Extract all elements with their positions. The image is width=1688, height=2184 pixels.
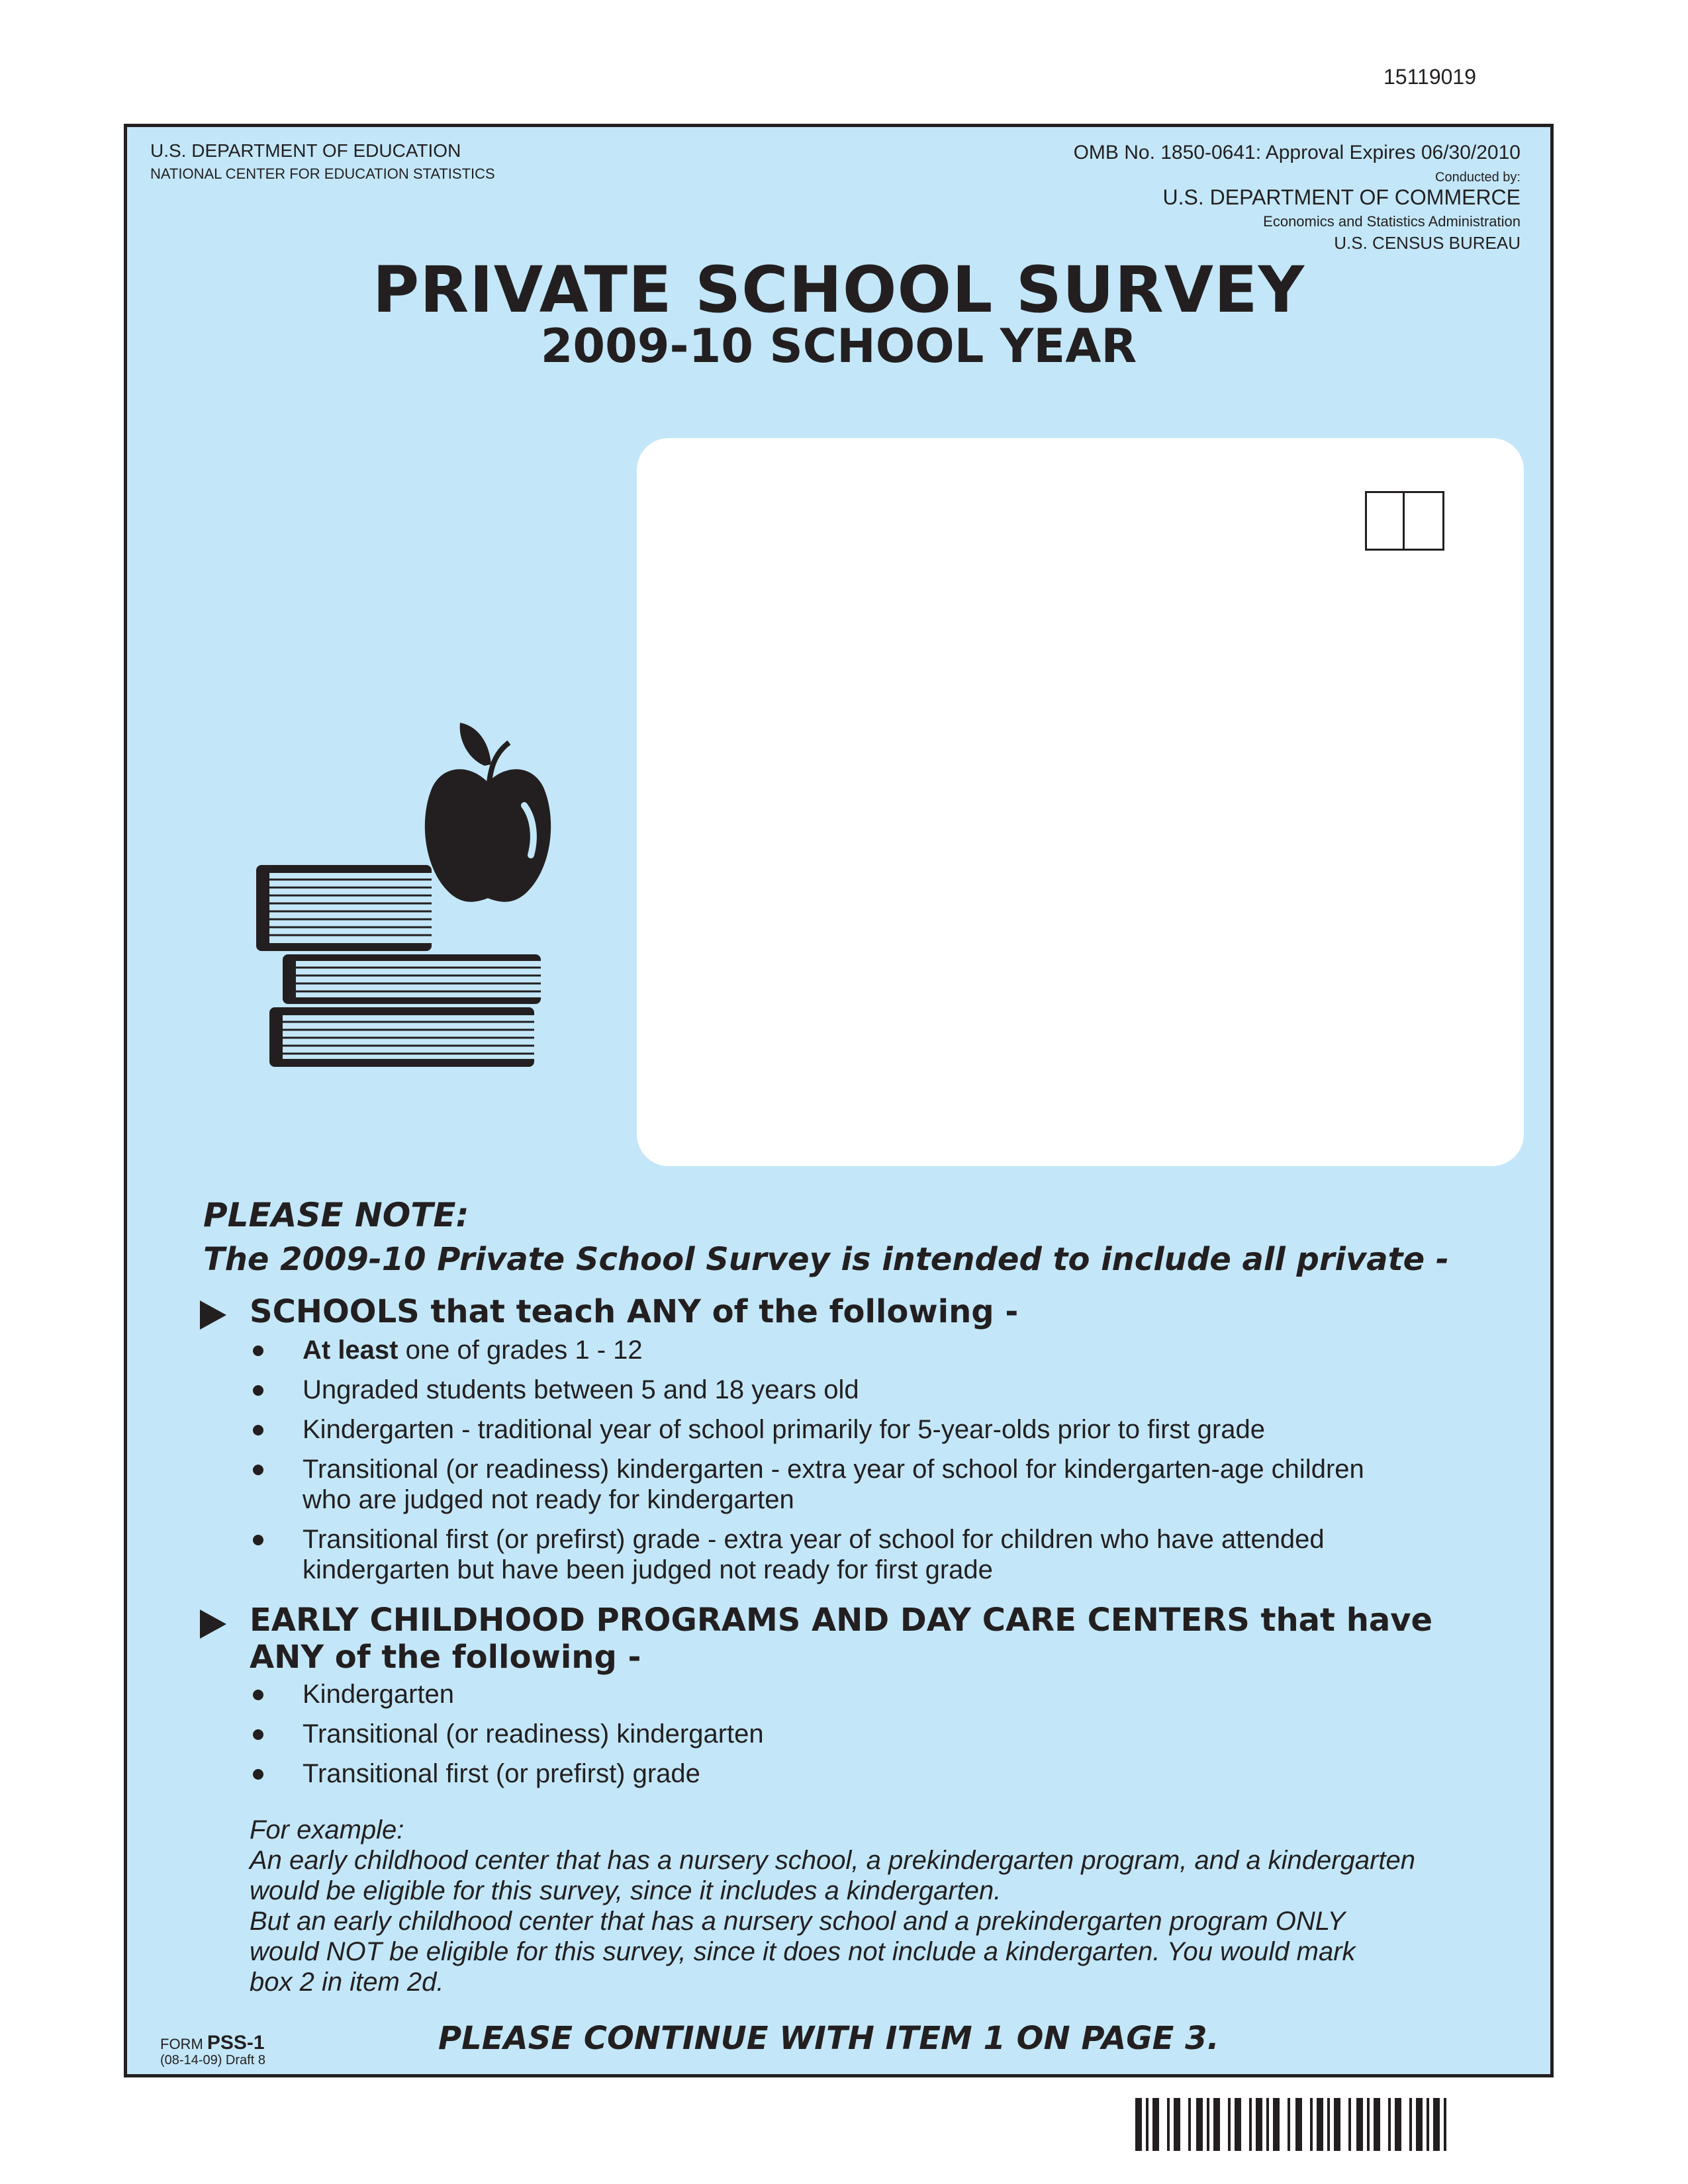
office-use-boxes[interactable] [1365,491,1444,551]
example-line: would NOT be eligible for this survey, since it does not include a kindergarten. You would mark [250,1937,1356,1966]
form-revision: (08-14-09) Draft 8 [160,2053,265,2068]
example-line: An early childhood center that has a nursery school, a prekindergarten program, and a kindergarten [250,1846,1416,1875]
barcode-icon [1135,2098,1446,2151]
list-item-line: who are judged not ready for kindergarten [303,1485,794,1514]
office-use-box[interactable] [1405,491,1444,551]
page-title: PRIVATE SCHOOL SURVEY [372,253,1305,327]
office-use-box[interactable] [1365,491,1405,551]
list-item: Kindergarten [253,1679,764,1709]
list-item [253,1524,1364,1585]
form-code: PSS-1 [207,2032,265,2054]
list-item [253,1454,1364,1515]
example-line: would be eligible for this survey, since it includes a kindergarten. [250,1876,1002,1905]
list-item-emphasis: At least [303,1336,399,1365]
form-number [160,2032,265,2054]
esa-name: Economics and Statistics Administration [1263,213,1521,230]
early-childhood-list [253,1679,764,1789]
document-id: 15119019 [1383,65,1476,89]
omb-approval: OMB No. 1850-0641: Approval Expires 06/30/2010 [1073,142,1521,163]
example-line: For example: [250,1815,404,1844]
commerce-department: U.S. DEPARTMENT OF COMMERCE [1162,185,1521,209]
heading-line: ANY of the following - [250,1639,641,1676]
list-item [253,1335,1364,1365]
list-item-text: one of grades 1 - 12 [398,1336,643,1365]
example-text [250,1815,1540,1997]
form-prefix: FORM [160,2036,203,2052]
page-subtitle: 2009-10 SCHOOL YEAR [540,319,1137,373]
note-text: The 2009-10 Private School Survey is intended to include all private - [203,1241,1449,1278]
list-item: Transitional (or readiness) kindergarten [253,1719,764,1749]
list-item: Transitional first (or prefirst) grade [253,1758,764,1789]
list-item: Ungraded students between 5 and 18 years old [253,1375,1364,1405]
schools-heading: SCHOOLS that teach ANY of the following - [250,1293,1019,1330]
conducted-by-label: Conducted by: [1435,170,1521,185]
example-line: But an early childhood center that has a nursery school and a prekindergarten program ONLY [250,1907,1346,1936]
arrow-icon [200,1300,226,1330]
center-name: NATIONAL CENTER FOR EDUCATION STATISTICS [150,165,495,182]
schools-list [253,1335,1364,1585]
address-label-window [637,438,1524,1166]
form-cover-panel [124,124,1554,2077]
census-bureau: U.S. CENSUS BUREAU [1334,233,1521,253]
list-item: Kindergarten - traditional year of school primarily for 5-year-olds prior to first grade [253,1414,1364,1445]
books-apple-icon [250,607,600,1070]
agency-name: U.S. DEPARTMENT OF EDUCATION [150,140,461,161]
early-childhood-heading [250,1602,1432,1676]
arrow-icon [200,1610,226,1639]
list-item-line: Transitional (or readiness) kindergarten - extra year of school for kindergarten-age children [303,1455,1364,1484]
list-item-line: kindergarten but have been judged not ready for first grade [303,1555,993,1584]
list-item-line: Transitional first (or prefirst) grade - extra year of school for children who have attended [303,1525,1325,1554]
note-heading: PLEASE NOTE: [203,1196,469,1234]
heading-line: EARLY CHILDHOOD PROGRAMS AND DAY CARE CENTERS that have [250,1602,1433,1639]
example-line: box 2 in item 2d. [250,1968,444,1997]
continue-instruction: PLEASE CONTINUE WITH ITEM 1 ON PAGE 3. [438,2020,1219,2057]
